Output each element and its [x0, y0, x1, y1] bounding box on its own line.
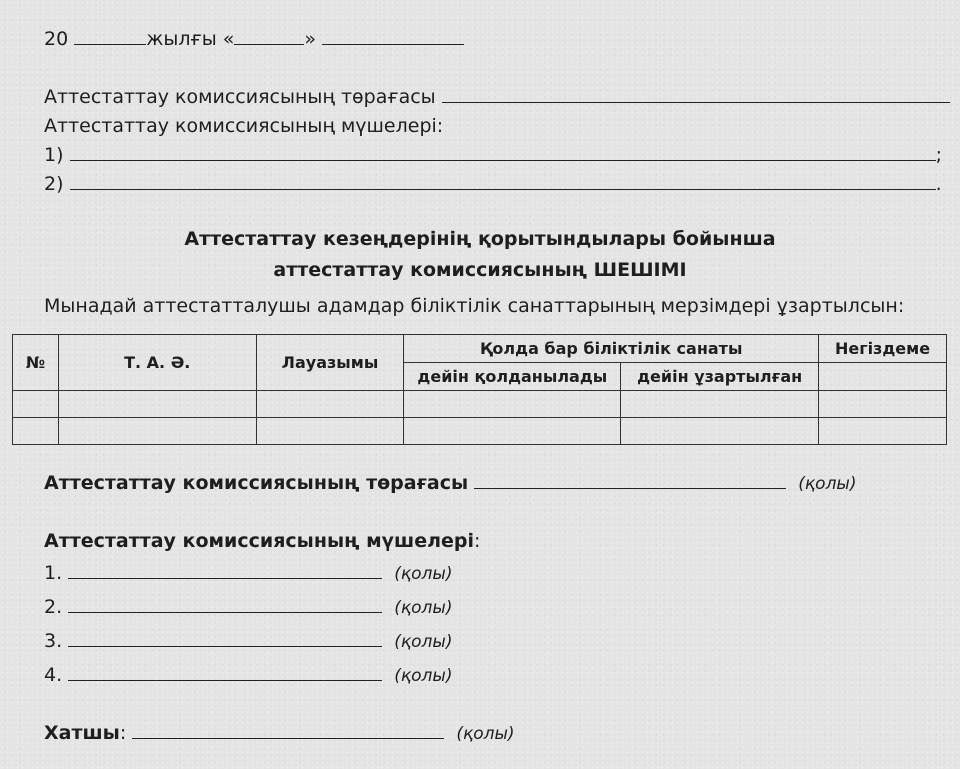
- member-2-num: 2): [44, 173, 64, 195]
- commission-member-1-row: [44, 143, 942, 167]
- table-cell[interactable]: [819, 418, 947, 445]
- sign-member-blank[interactable]: [68, 646, 382, 647]
- basis-sub-empty: [819, 363, 947, 391]
- quote-close: »: [304, 28, 317, 50]
- sign-secretary-row: [44, 721, 515, 746]
- table-cell[interactable]: [58, 418, 256, 445]
- member-1-end: ;: [935, 144, 942, 166]
- sign-members-label-row: [44, 529, 480, 553]
- sign-secretary-blank[interactable]: [132, 738, 444, 739]
- sign-secretary-label: Хатшы: [44, 722, 120, 744]
- commission-member-2-row: [44, 172, 942, 196]
- table-cell[interactable]: [404, 391, 621, 418]
- sub-valid-header: дейін қолданылады: [404, 363, 621, 391]
- table-cell[interactable]: [256, 391, 404, 418]
- month-blank[interactable]: [322, 44, 464, 45]
- decision-title-line2: аттестаттау комиссиясының ШЕШІМІ: [273, 259, 687, 281]
- sign-member-hint: (қолы): [394, 666, 453, 686]
- year-blank[interactable]: [74, 44, 146, 45]
- year-prefix: 20: [44, 28, 69, 50]
- member-1-blank[interactable]: [70, 160, 936, 161]
- sub-extended-header: дейін ұзартылған: [621, 363, 819, 391]
- sign-secretary-colon: :: [119, 722, 127, 744]
- col-category-header: Қолда бар біліктілік санаты: [404, 335, 819, 363]
- sign-member-num: 3.: [44, 630, 63, 652]
- commission-chair-label: Аттестаттау комиссиясының төрағасы: [44, 86, 436, 108]
- sign-members-label: Аттестаттау комиссиясының мүшелері: [44, 530, 474, 552]
- commission-chair-row: [44, 85, 948, 109]
- table-cell[interactable]: [819, 391, 947, 418]
- decision-title-line1: Аттестаттау кезеңдерінің қорытындылары бойынша: [184, 228, 776, 250]
- sign-member-blank[interactable]: [68, 680, 382, 681]
- sign-member-hint: (қолы): [394, 564, 453, 584]
- sign-member-row: [44, 663, 452, 688]
- year-word: жылғы «: [146, 28, 235, 50]
- sign-chair-blank[interactable]: [474, 488, 786, 489]
- sign-member-row: [44, 561, 452, 586]
- member-2-blank[interactable]: [70, 189, 936, 190]
- sign-secretary-hint: (қолы): [456, 724, 515, 744]
- sign-member-hint: (қолы): [394, 632, 453, 652]
- attestation-table: [12, 334, 947, 445]
- member-2-end: .: [935, 173, 942, 195]
- col-name-header: Т. А. Ә.: [58, 335, 256, 391]
- sign-member-blank[interactable]: [68, 612, 382, 613]
- sign-chair-hint: (қолы): [798, 474, 857, 494]
- col-basis-header: Негіздеме: [819, 335, 947, 363]
- sign-members-colon: :: [474, 530, 481, 552]
- sign-member-num: 1.: [44, 562, 63, 584]
- sign-member-num: 2.: [44, 596, 63, 618]
- sign-member-blank[interactable]: [68, 578, 382, 579]
- table-row: [13, 391, 947, 418]
- table-cell[interactable]: [13, 391, 59, 418]
- col-position-header: Лауазымы: [256, 335, 404, 391]
- commission-members-label: Аттестаттау комиссиясының мүшелері:: [44, 115, 444, 137]
- sign-member-row: [44, 629, 452, 654]
- sign-member-row: [44, 595, 452, 620]
- day-blank[interactable]: [234, 44, 304, 45]
- table-cell[interactable]: [621, 418, 819, 445]
- table-cell[interactable]: [404, 418, 621, 445]
- sign-chair-row: [44, 471, 857, 496]
- sign-member-hint: (қолы): [394, 598, 453, 618]
- table-cell[interactable]: [13, 418, 59, 445]
- col-num-header: №: [13, 335, 59, 391]
- table-cell[interactable]: [256, 418, 404, 445]
- sign-chair-label: Аттестаттау комиссиясының төрағасы: [44, 472, 469, 494]
- table-cell[interactable]: [58, 391, 256, 418]
- table-cell[interactable]: [621, 391, 819, 418]
- member-1-num: 1): [44, 144, 64, 166]
- table-row: [13, 418, 947, 445]
- date-line: [44, 27, 464, 51]
- decision-intro: Мынадай аттестатталушы адамдар біліктілік санаттарының мерзімдері ұзартылсын:: [44, 295, 905, 317]
- commission-chair-blank[interactable]: [442, 102, 950, 103]
- sign-member-num: 4.: [44, 664, 63, 686]
